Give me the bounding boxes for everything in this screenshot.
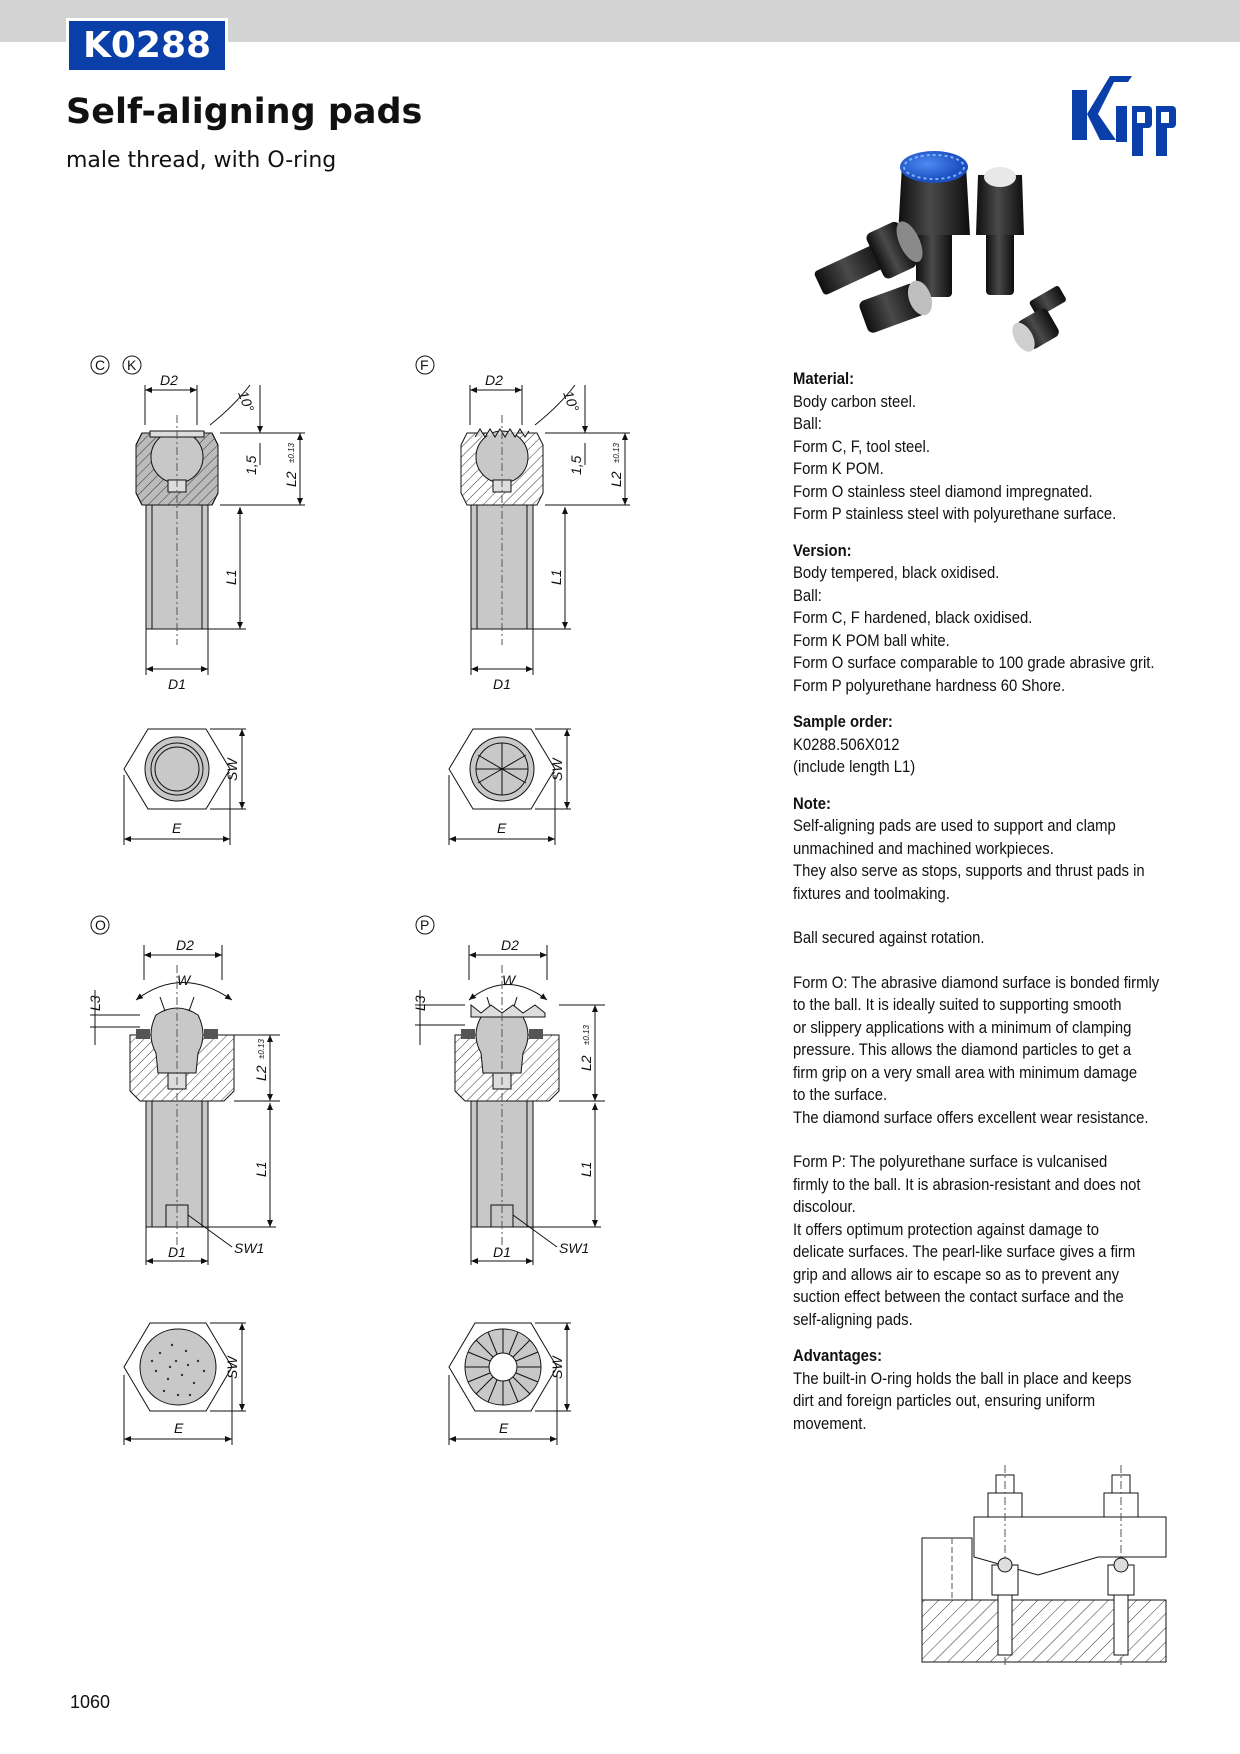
form-k-symbol: K	[127, 357, 137, 373]
dim-l2-tol: ±0.13	[612, 443, 621, 463]
dim-l2-tol: ±0.13	[287, 443, 296, 463]
section-line: to the surface.	[793, 1086, 888, 1104]
form-o-symbol: O	[95, 917, 106, 933]
section-line: to the ball. It is ideally suited to supporting smooth	[793, 996, 1122, 1014]
section-line: It offers optimum protection against damage to	[793, 1220, 1099, 1239]
dim-l2-tol: ±0.13	[582, 1025, 591, 1045]
section-line: Form C, F, tool steel.	[793, 437, 930, 456]
dim-d1: D1	[168, 1244, 186, 1260]
dim-15: 1,5	[243, 455, 259, 475]
section-line: firm grip on a very small area with minimum damage	[793, 1063, 1138, 1082]
section-line: Form O: The abrasive diamond surface is bonded firmly	[793, 973, 1160, 992]
section-line: K0288.506X012	[793, 735, 900, 754]
dim-d1: D1	[493, 676, 511, 692]
section-line: Body carbon steel.	[793, 392, 917, 411]
dim-e: E	[499, 1420, 509, 1436]
section-line: firmly to the ball. It is abrasion-resistant and does not	[793, 1175, 1141, 1194]
dim-d2: D2	[160, 372, 178, 388]
dim-sw: SW	[549, 758, 565, 781]
section-line: Ball:	[793, 586, 822, 605]
dim-e: E	[497, 820, 507, 836]
section-line: Form O surface comparable to 100 grade abrasive grit.	[793, 654, 1155, 672]
drawing-form-p	[412, 916, 605, 1445]
section-heading: Material:	[793, 370, 855, 388]
section-line: Form C, F hardened, black oxidised.	[793, 609, 1033, 627]
dim-w: W	[177, 972, 191, 988]
drawing-form-ck	[91, 356, 305, 845]
section-line: The diamond surface offers excellent wear resistance.	[793, 1108, 1149, 1127]
dim-sw1: SW1	[559, 1240, 590, 1256]
dim-sw: SW	[224, 758, 240, 781]
product-photo	[790, 145, 1100, 360]
dim-d1: D1	[168, 676, 186, 692]
section-line: Form K POM ball white.	[793, 631, 950, 650]
section-line: The built-in O-ring holds the ball in place and keeps	[793, 1369, 1132, 1388]
section-line: self-aligning pads.	[793, 1310, 913, 1329]
section-line: pressure. This allows the diamond particles to get a	[793, 1041, 1132, 1059]
section-line: Form P stainless steel with polyurethane surface.	[793, 505, 1117, 523]
dim-sw1: SW1	[234, 1240, 265, 1256]
section-heading: Note:	[793, 794, 831, 813]
dim-15: 1,5	[568, 455, 584, 475]
dim-l3: L3	[412, 995, 428, 1011]
page-title: Self-aligning pads	[66, 92, 423, 132]
section-material	[793, 368, 1189, 526]
dim-w: W	[502, 972, 516, 988]
product-code-badge: K0288	[66, 18, 228, 73]
section-line: Form P polyurethane hardness 60 Shore.	[793, 676, 1066, 695]
section-line: (include length L1)	[793, 758, 916, 776]
dim-l1: L1	[578, 1161, 594, 1177]
dim-l2: L2	[608, 471, 624, 487]
section-line: Form K POM.	[793, 460, 884, 478]
dim-l2: L2	[253, 1065, 269, 1081]
dim-sw: SW	[549, 1356, 565, 1379]
section-line: or slippery applications with a minimum of clamping	[793, 1018, 1132, 1037]
dim-e: E	[174, 1420, 184, 1436]
dim-l2: L2	[283, 471, 299, 487]
page-subtitle: male thread, with O-ring	[66, 148, 337, 173]
section-line: suction effect between the contact surface and the	[793, 1288, 1124, 1306]
section-line: Form O stainless steel diamond impregnated.	[793, 482, 1093, 501]
spec-text-column	[793, 368, 1189, 1449]
dim-l1: L1	[548, 569, 564, 585]
form-c-symbol: C	[95, 357, 106, 373]
dim-d2: D2	[485, 372, 503, 388]
dim-l2: L2	[578, 1055, 594, 1071]
form-f-symbol: F	[420, 357, 429, 373]
section-sample-order	[793, 711, 1189, 779]
dim-l2-tol: ±0.13	[257, 1039, 266, 1059]
section-heading: Advantages:	[793, 1347, 883, 1365]
usage-example-drawing	[918, 1465, 1170, 1665]
section-line: Ball secured against rotation.	[793, 929, 985, 947]
drawing-form-f	[416, 356, 630, 845]
section-line: unmachined and machined workpieces.	[793, 839, 1054, 858]
dim-d2: D2	[501, 937, 519, 953]
section-line: Body tempered, black oxidised.	[793, 564, 1000, 582]
section-line: Form P: The polyurethane surface is vulcanised	[793, 1153, 1108, 1171]
technical-drawings	[60, 345, 780, 1515]
section-line: They also serve as stops, supports and thrust pads in	[793, 862, 1145, 880]
section-heading: Sample order:	[793, 713, 893, 731]
section-version	[793, 540, 1189, 698]
dim-angle: 10°	[560, 388, 583, 414]
section-line: delicate surfaces. The pearl-like surface gives a firm	[793, 1243, 1136, 1261]
spacer	[793, 1129, 1189, 1151]
dim-l1: L1	[253, 1161, 269, 1177]
dim-d1: D1	[493, 1244, 511, 1260]
dim-angle: 10°	[235, 388, 258, 414]
section-line: grip and allows air to escape so as to prevent any	[793, 1265, 1120, 1284]
section-line: fixtures and toolmaking.	[793, 884, 950, 903]
spacer	[793, 905, 1189, 927]
section-line: dirt and foreign particles out, ensuring uniform	[793, 1392, 1096, 1410]
dim-l3: L3	[87, 995, 103, 1011]
dim-d2: D2	[176, 937, 194, 953]
section-heading: Version:	[793, 541, 852, 560]
section-note	[793, 793, 1189, 1332]
section-line: Ball:	[793, 415, 822, 433]
drawing-form-o	[87, 916, 280, 1445]
section-line: movement.	[793, 1414, 867, 1433]
section-line: Self-aligning pads are used to support and clamp	[793, 817, 1116, 835]
form-p-symbol: P	[420, 917, 430, 933]
section-line: discolour.	[793, 1198, 856, 1216]
section-advantages	[793, 1345, 1189, 1435]
dim-l1: L1	[223, 569, 239, 585]
dim-e: E	[172, 820, 182, 836]
spacer	[793, 950, 1189, 972]
page-number: 1060	[70, 1692, 111, 1712]
dim-sw: SW	[224, 1356, 240, 1379]
